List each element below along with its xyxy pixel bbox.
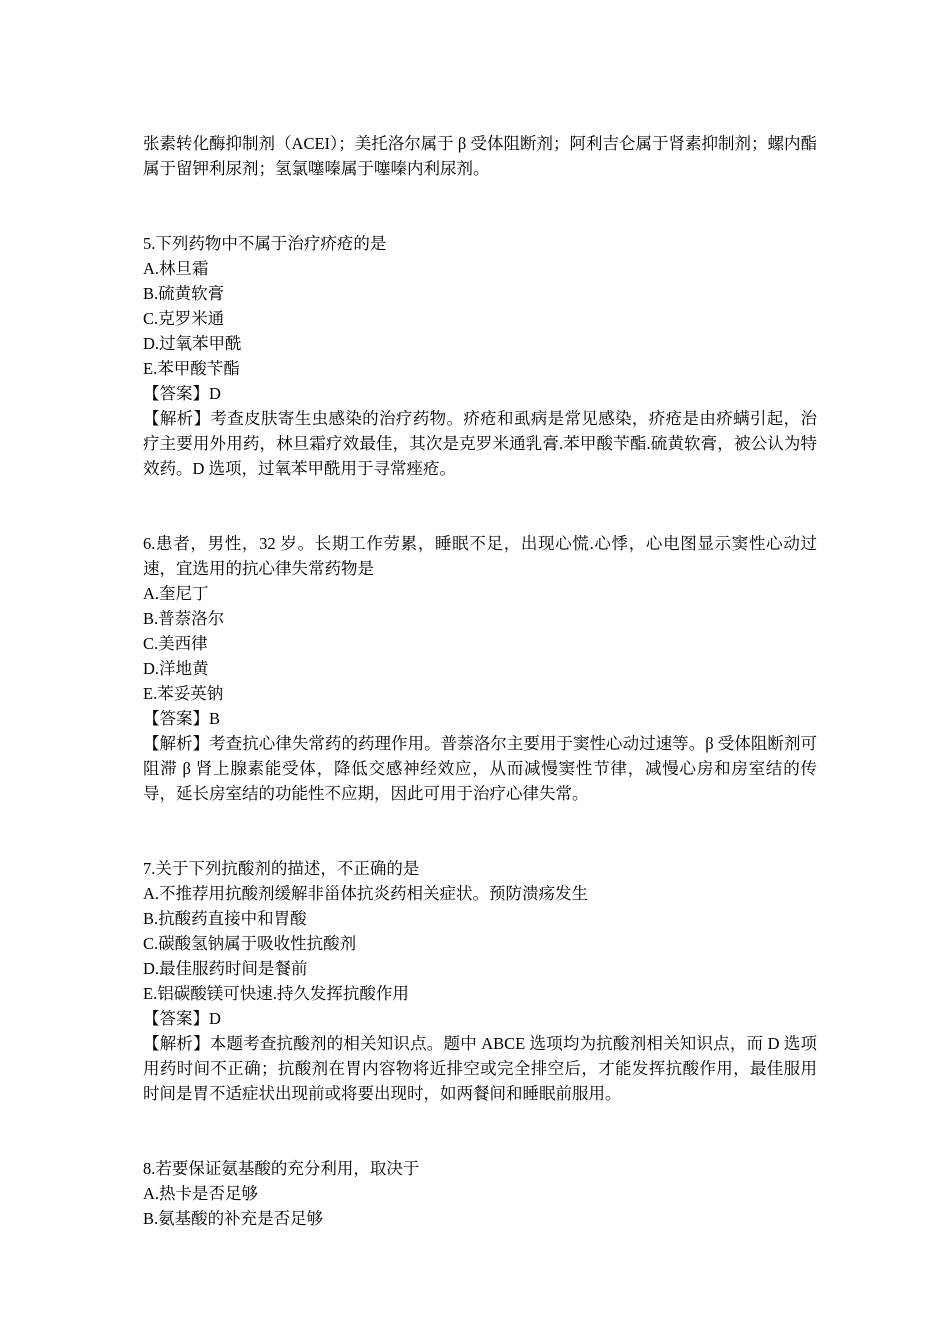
question-6-stem: 6.患者，男性，32 岁。长期工作劳累，睡眠不足，出现心慌.心悸，心电图显示窦性心动过速，宜选用的抗心律失常药物是 (143, 534, 817, 578)
question-5-option-a: A.林旦霜 (143, 259, 209, 278)
question-7-stem: 7.关于下列抗酸剂的描述，不正确的是 (143, 859, 420, 878)
question-5-option-e: E.苯甲酸苄酯 (143, 359, 240, 378)
question-6-option-c: C.美西律 (143, 634, 208, 653)
question-6-answer: 【答案】B (143, 709, 221, 728)
question-5-analysis: 【解析】考查皮肤寄生虫感染的治疗药物。疥疮和虱病是常见感染，疥疮是由疥螨引起，治疗主要用外用药，林旦霜疗效最佳，其次是克罗米通乳膏.苯甲酸苄酯.硫黄软膏，被公认为特效药。D 选项，过氧苯甲酰用于寻常痤疮。 (143, 409, 817, 478)
question-7-option-a: A.不推荐用抗酸剂缓解非甾体抗炎药相关症状。预防溃疡发生 (143, 884, 589, 903)
question-5-option-d: D.过氧苯甲酰 (143, 334, 242, 353)
question-block-6 (143, 531, 817, 806)
question-6-option-e: E.苯妥英钠 (143, 684, 224, 703)
question-5-answer: 【答案】D (143, 384, 221, 403)
question-6-option-d: D.洋地黄 (143, 659, 209, 678)
question-6-option-a: A.奎尼丁 (143, 584, 209, 603)
question-7-option-b: B.抗酸药直接中和胃酸 (143, 909, 307, 928)
question-8-stem: 8.若要保证氨基酸的充分利用，取决于 (143, 1159, 420, 1178)
question-block-8 (143, 1156, 817, 1231)
question-6-option-b: B.普萘洛尔 (143, 609, 225, 628)
question-block-7 (143, 856, 817, 1106)
question-8-option-b: B.氨基酸的补充是否足够 (143, 1209, 324, 1228)
question-7-option-e: E.铝碳酸镁可快速.持久发挥抗酸作用 (143, 984, 409, 1003)
question-5-option-b: B.硫黄软膏 (143, 284, 225, 303)
question-7-option-d: D.最佳服药时间是餐前 (143, 959, 308, 978)
question-7-option-c: C.碳酸氢钠属于吸收性抗酸剂 (143, 934, 357, 953)
question-8-option-a: A.热卡是否足够 (143, 1184, 259, 1203)
continuation-paragraph: 张素转化酶抑制剂（ACEI）；美托洛尔属于 β 受体阻断剂；阿利吉仑属于肾素抑制剂；螺内酯属于留钾利尿剂；氢氯噻嗪属于噻嗪内利尿剂。 (143, 134, 817, 178)
question-6-analysis: 【解析】考查抗心律失常药的药理作用。普萘洛尔主要用于窦性心动过速等。β 受体阻断剂可阻滞 β 肾上腺素能受体，降低交感神经效应，从而减慢窦性节律，减慢心房和房室结的传导，延长房室结的功能性不应期，因此可用于治疗心律失常。 (143, 734, 817, 803)
question-5-option-c: C.克罗米通 (143, 309, 225, 328)
question-block-5 (143, 231, 817, 481)
question-5-stem: 5.下列药物中不属于治疗疥疮的是 (143, 234, 387, 253)
question-7-answer: 【答案】D (143, 1009, 221, 1028)
question-7-analysis: 【解析】本题考查抗酸剂的相关知识点。题中 ABCE 选项均为抗酸剂相关知识点，而 D 选项用药时间不正确；抗酸剂在胃内容物将近排空或完全排空后，才能发挥抗酸作用，最佳服用时间是胃不适症状出现前或将要出现时，如两餐间和睡眠前服用。 (143, 1034, 817, 1103)
